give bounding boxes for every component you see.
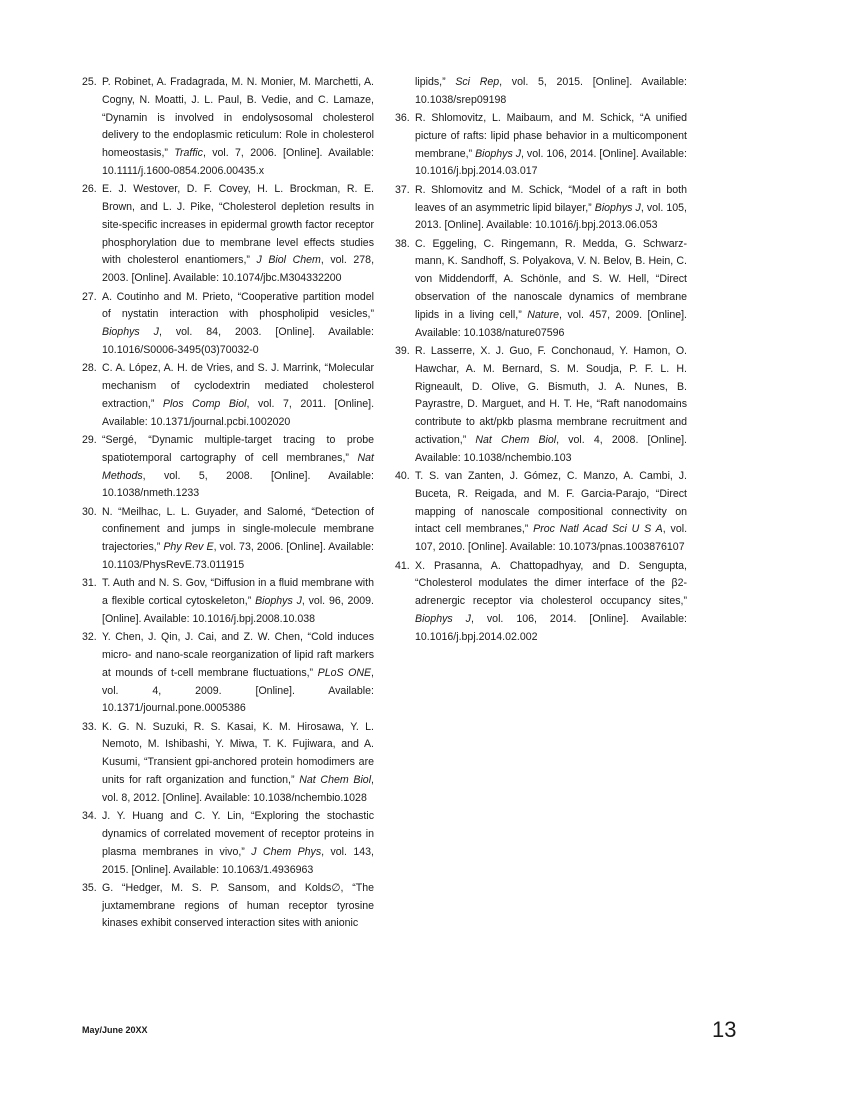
reference-details: , vol. 4, 2009. [Online]. Available: 10.1371/journal.pone.0005386 <box>102 666 374 715</box>
reference-item <box>395 110 687 181</box>
reference-details: , vol. 5, 2008. [Online]. Available: 10.1038/nmeth.1233 <box>102 469 374 500</box>
reference-details: , vol. 5, 2015. [Online]. Available: 10.1038/srep09198 <box>415 76 687 106</box>
reference-number: 29. <box>82 433 97 446</box>
reference-number: 37. <box>395 183 410 196</box>
reference-journal: Biophys J <box>475 147 522 160</box>
reference-text <box>102 432 374 503</box>
references-right-column <box>395 74 687 647</box>
reference-body: C. A. López, A. H. de Vries, and S. J. Marrink, “Molecular mechanism of cyclodextrin mediated cholesterol extraction,” <box>102 362 374 410</box>
reference-journal: Nature <box>527 308 560 321</box>
reference-number: 36. <box>395 112 410 125</box>
reference-text <box>415 343 687 468</box>
reference-number: 38. <box>395 237 410 250</box>
reference-journal: Phy Rev E <box>163 541 214 554</box>
reference-journal: Biophys J <box>102 326 159 339</box>
reference-body: T. Auth and N. S. Gov, “Diffusion in a fluid membrane with a flexible cortical cytoskeleton,” <box>102 577 374 608</box>
reference-item <box>82 74 374 181</box>
reference-details: , vol. 96, 2009. [Online]. Available: 10.1016/j.bpj.2008.10.038 <box>102 595 374 625</box>
reference-body: G. “Hedger, M. S. P. Sansom, and Kolds∅, “The juxtamembrane regions of human receptor tyrosine kinases exhibit conserved interaction sites with anionic <box>102 881 374 930</box>
reference-item <box>395 468 687 557</box>
reference-item <box>395 182 687 235</box>
reference-text <box>102 181 374 288</box>
reference-journal: Biophys J <box>415 612 471 625</box>
reference-number: 40. <box>395 470 410 483</box>
reference-text <box>415 74 687 110</box>
reference-body: R. Shlomovitz, L. Maibaum, and M. Schick, “A unified picture of rafts: lipid phase behavior in a multicomponent membrane,” <box>415 112 687 160</box>
reference-details: , vol. 8, 2012. [Online]. Available: 10.1038/nchembio.1028 <box>102 774 374 804</box>
reference-body: C. Eggeling, C. Ringemann, R. Medda, G. Schwarz-mann, K. Sandhoff, S. Polyakova, V. N. Belov, B. Hein, C. von Middendorff, A. Schönle, and S. W. Hell, “Direct observation of the nanoscale dynamics of membrane lipids in a living cell,” <box>415 237 687 321</box>
reference-journal: Nat Chem Biol <box>475 433 557 446</box>
reference-details: , vol. 107, 2010. [Online]. Available: 10.1073/pnas.1003876107 <box>415 523 688 554</box>
reference-body: “Sergé, “Dynamic multiple-target tracing to probe spatiotemporal cartography of cell membranes,” <box>102 433 374 464</box>
reference-item <box>395 343 687 468</box>
reference-text <box>102 719 374 808</box>
reference-details: , vol. 7, 2011. [Online]. Available: 10.1371/journal.pcbi.1002020 <box>102 397 375 428</box>
reference-details: , vol. 106, 2014. [Online]. Available: 10.1016/j.bpj.2014.02.002 <box>415 612 687 643</box>
reference-details: , vol. 7, 2006. [Online]. Available: 10.1111/j.1600-0854.2006.00435.x <box>102 147 374 177</box>
reference-details: , vol. 73, 2006. [Online]. Available: 10.1103/PhysRevE.73.011915 <box>102 541 375 572</box>
reference-text <box>102 629 374 718</box>
reference-details: , vol. 457, 2009. [Online]. Available: 10.1038/nature07596 <box>415 308 687 339</box>
reference-journal: Nat Methods <box>102 451 374 482</box>
reference-item <box>82 808 374 879</box>
reference-item <box>82 289 374 360</box>
reference-text <box>415 236 687 343</box>
reference-text <box>102 360 374 431</box>
reference-number: 35. <box>82 881 97 894</box>
references-left-column <box>82 74 374 934</box>
reference-item <box>82 504 374 575</box>
reference-body: Y. Chen, J. Qin, J. Cai, and Z. W. Chen, “Cold induces micro- and nano-scale reorganization of lipid raft markers at mounds of t-cell membrane fluctuations,” <box>102 631 374 679</box>
reference-body: A. Coutinho and M. Prieto, “Cooperative partition model of nystatin interaction with phospholipid vesicles,” <box>102 290 374 321</box>
reference-journal: PLoS ONE <box>317 666 372 679</box>
reference-item <box>395 558 687 647</box>
reference-text <box>102 289 374 360</box>
reference-body: E. J. Westover, D. F. Covey, H. L. Brockman, R. E. Brown, and L. J. Pike, “Cholesterol depletion results in site-specific increases in epidermal growth factor receptor phosphorylation due to membrane level effects studies with cholesterol enantiomers,” <box>102 183 374 267</box>
reference-item <box>82 629 374 718</box>
reference-number: 32. <box>82 631 97 644</box>
reference-body: lipids,” <box>415 76 456 88</box>
reference-number: 27. <box>82 290 97 303</box>
reference-number: 33. <box>82 720 97 733</box>
reference-text <box>102 504 374 575</box>
reference-item <box>82 880 374 933</box>
reference-journal: Nat Chem Biol <box>299 774 372 787</box>
reference-journal: J Chem Phys <box>251 845 322 858</box>
reference-text <box>415 110 687 181</box>
reference-text <box>415 468 687 557</box>
reference-item <box>82 181 374 288</box>
reference-number: 41. <box>395 559 410 572</box>
reference-text <box>102 74 374 181</box>
reference-details: , vol. 143, 2015. [Online]. Available: 10.1063/1.4936963 <box>102 845 374 876</box>
reference-details: , vol. 105, 2013. [Online]. Available: 10.1016/j.bpj.2013.06.053 <box>415 201 687 232</box>
reference-number: 28. <box>82 362 97 375</box>
reference-item <box>82 575 374 628</box>
reference-item <box>82 360 374 431</box>
reference-body: R. Shlomovitz and M. Schick, “Model of a raft in both leaves of an asymmetric lipid bilayer,” <box>415 183 687 214</box>
reference-body: X. Prasanna, A. Chattopadhyay, and D. Sengupta, “Cholesterol modulates the dimer interface of the β2-adrenergic receptor via cholesterol occupancy sites,” <box>415 559 687 608</box>
reference-body: J. Y. Huang and C. Y. Lin, “Exploring the stochastic dynamics of correlated movement of receptor proteins in plasma membranes in vivo,” <box>102 810 374 858</box>
reference-text <box>102 575 374 628</box>
issue-date: May/June 20XX <box>82 1025 148 1035</box>
reference-details: , vol. 278, 2003. [Online]. Available: 10.1074/jbc.M304332200 <box>102 254 375 285</box>
reference-text <box>102 808 374 879</box>
reference-item <box>395 236 687 343</box>
reference-journal: Biophys J <box>255 595 302 608</box>
reference-number: 39. <box>395 344 410 357</box>
reference-item <box>82 719 374 808</box>
page-number: 13 <box>712 1017 737 1042</box>
reference-journal: Biophys J <box>594 201 641 214</box>
reference-text <box>102 880 374 933</box>
reference-details: , vol. 84, 2003. [Online]. Available: 10.1016/S0006-3495(03)70032-0 <box>102 326 374 356</box>
reference-body: P. Robinet, A. Fradagrada, M. N. Monier, M. Marchetti, A. Cogny, N. Moatti, J. L. Paul, B. Vedie, and C. Lamaze, “Dynamin is involved in endolysosomal cholesterol delivery to the endoplasmic reticulum: Role in cholesterol homeostasis,” <box>102 76 374 160</box>
reference-body: R. Lasserre, X. J. Guo, F. Conchonaud, Y. Hamon, O. Hawchar, A. M. Bernard, S. M. Soudja, P. F. L. H. Rigneault, D. Olive, G. Bismuth, J. A. Nunes, B. Payrastre, D. Marguet, and H. T. He, “Raft nanodomains contribute to akt/pkb plasma membrane recruitment and activation,” <box>415 344 687 446</box>
reference-journal: Sci Rep <box>455 76 500 88</box>
reference-number: 31. <box>82 577 97 590</box>
reference-item <box>395 74 687 110</box>
reference-item <box>82 432 374 503</box>
reference-number: 30. <box>82 505 97 518</box>
reference-details: , vol. 4, 2008. [Online]. Available: 10.1038/nchembio.103 <box>415 433 687 464</box>
reference-number: 26. <box>82 183 97 196</box>
reference-journal: J Biol Chem <box>256 254 321 267</box>
reference-number: 25. <box>82 76 97 88</box>
reference-journal: Proc Natl Acad Sci U S A <box>533 523 663 536</box>
reference-body: N. “Meilhac, L. L. Guyader, and Salomé, “Detection of confinement and jumps in single-molecule membrane trajectories,” <box>102 505 374 554</box>
reference-text <box>415 558 687 647</box>
reference-body: K. G. N. Suzuki, R. S. Kasai, K. M. Hirosawa, Y. L. Nemoto, M. Ishibashi, Y. Miwa, T. K. Fujiwara, and A. Kusumi, “Transient gpi-anchored protein homodimers are units for raft organization and function,” <box>102 720 374 787</box>
reference-details: , vol. 106, 2014. [Online]. Available: 10.1016/j.bpj.2014.03.017 <box>415 147 687 178</box>
reference-number: 34. <box>82 810 97 823</box>
reference-text <box>415 182 687 235</box>
reference-journal: Traffic <box>174 147 203 160</box>
reference-journal: Plos Comp Biol <box>162 397 247 410</box>
reference-body: T. S. van Zanten, J. Gómez, C. Manzo, A. Cambi, J. Buceta, R. Reigada, and M. F. Garcia-Parajo, “Direct mapping of nanoscale compositional connectivity on intact cell membranes,” <box>415 470 687 536</box>
